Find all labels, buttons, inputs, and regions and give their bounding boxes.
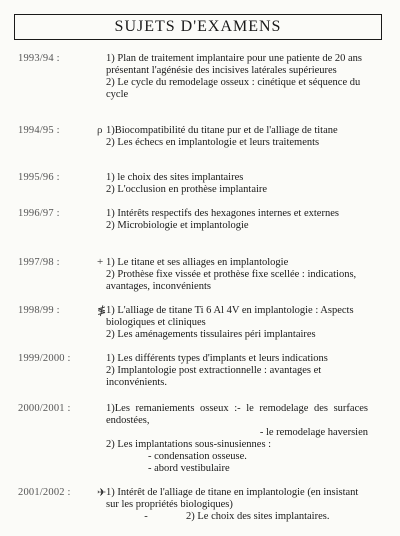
handwritten-mark: ✈ bbox=[97, 487, 107, 499]
exam-year: 2001/2002 : bbox=[18, 487, 71, 498]
exam-year: 1993/94 : bbox=[18, 53, 60, 64]
exam-subject-row bbox=[106, 511, 368, 523]
exam-subjects bbox=[106, 172, 368, 196]
exam-year: 1998/99 : bbox=[18, 305, 60, 316]
exam-subject: 1) Intérêt de l'alliage de titane en implantologie (en insistant sur les propriétés biologiques) bbox=[106, 487, 359, 510]
exam-subject: 1) Le titane et ses alliages en implantologie bbox=[106, 257, 289, 268]
exam-year: 1999/2000 : bbox=[18, 353, 71, 364]
exam-year: 1997/98 : bbox=[18, 257, 60, 268]
exam-subject: 1) Plan de traitement implantaire pour une patiente de 20 ans présentant l'agénésie des incisives latérales supérieures bbox=[106, 53, 362, 76]
exam-subjects bbox=[106, 353, 368, 389]
handwritten-mark: + bbox=[97, 256, 104, 268]
exam-subject: 2) Les aménagements tissulaires péri implantaires bbox=[106, 329, 316, 340]
exam-subitem: - condensation osseuse. bbox=[148, 451, 247, 462]
exam-subject: 2) L'occlusion en prothèse implantaire bbox=[106, 184, 268, 195]
exam-year: 1995/96 : bbox=[18, 172, 60, 183]
handwritten-mark: ρ bbox=[97, 124, 103, 136]
exam-year: 2000/2001 : bbox=[18, 403, 71, 414]
exam-subjects bbox=[106, 257, 368, 293]
exam-subject: 1) le choix des sites implantaires bbox=[106, 172, 244, 183]
exam-year: 1996/97 : bbox=[18, 208, 60, 219]
exam-subject: 2) Les échecs en implantologie et leurs traitements bbox=[106, 137, 320, 148]
exam-subject: 2) Microbiologie et implantologie bbox=[106, 220, 249, 231]
exam-subject: 2) Prothèse fixe vissée et prothèse fixe scellée : indications, avantages, inconvénients bbox=[106, 269, 357, 292]
exam-subjects bbox=[106, 208, 368, 232]
handwritten-mark: ≸ bbox=[97, 305, 107, 317]
exam-subjects bbox=[106, 125, 368, 149]
exam-subject: 1)Biocompatibilité du titane pur et de l'alliage de titane bbox=[106, 125, 338, 136]
exam-subject: 1)Les remaniements osseux :- le remodelage des surfaces endostées, bbox=[106, 403, 368, 426]
exam-subitem: - le remodelage haversien bbox=[259, 427, 368, 438]
exam-subjects bbox=[106, 487, 368, 523]
page-title: SUJETS D'EXAMENS bbox=[14, 14, 382, 40]
exam-subject: 2) Les implantations sous-sinusiennes : bbox=[106, 439, 272, 450]
exam-subjects bbox=[106, 53, 368, 101]
exam-subjects bbox=[106, 403, 368, 475]
exam-subject: 2) Le cycle du remodelage osseux : cinétique et séquence du cycle bbox=[106, 77, 361, 100]
exam-subject: 2) Implantologie post extractionnelle : avantages et inconvénients. bbox=[106, 365, 322, 388]
dash-mark: - bbox=[144, 511, 148, 522]
exam-subject: 1) Les différents types d'implants et leurs indications bbox=[106, 353, 328, 364]
exam-year: 1994/95 : bbox=[18, 125, 60, 136]
exam-subject: 2) Le choix des sites implantaires. bbox=[186, 511, 330, 522]
exam-subject: 1) Intérêts respectifs des hexagones internes et externes bbox=[106, 208, 339, 219]
exam-subitem: - abord vestibulaire bbox=[148, 463, 230, 474]
exam-subject: 1) L'alliage de titane Ti 6 Al 4V en implantologie : Aspects biologiques et cliniques bbox=[106, 305, 354, 328]
exam-subjects bbox=[106, 305, 368, 341]
